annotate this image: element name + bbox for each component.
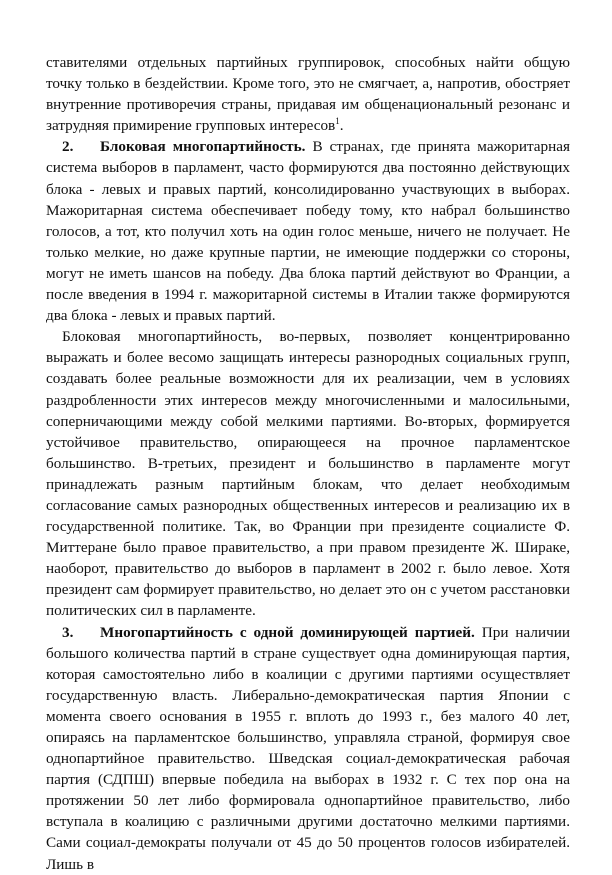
paragraph-text: Блоковая многопартийность, во-первых, позволяет концентрированно выражать и более весомо защищать интересы разнородных социальных групп, создавать более реальные возможности для их реализации, чем в условиях раздробленности этих интересов между многочисленными и малосильными, соперничающими между собой мелкими партиями. Во-вторых, формируется устойчивое правительство, опирающееся на прочное парламентское большинство. В-третьих, президент и большинство в парламенте могут принадлежать разным партийным блокам, что делает необходимым согласование самых разнородных общественных интересов и реализацию их в государственной политике. Так, во Франции при президенте социалисте Ф. Миттеране было правое правительство, а при правом президенте Ж. Шираке, наоборот, правительство до выборов в парламент в 2002 г. было левое. Хотя президент сам формирует правительство, но делает это он с учетом расстановки политических сил в парламенте. bbox=[46, 328, 570, 620]
sentence-end: . bbox=[339, 117, 344, 135]
section-number: 3. bbox=[62, 623, 74, 641]
bloc-paragraph bbox=[46, 326, 570, 621]
section-heading: Многопартийность с одной доминирующей партией. bbox=[100, 623, 475, 641]
text-column bbox=[46, 52, 570, 875]
section-number: 2. bbox=[62, 138, 74, 156]
section-2-paragraph bbox=[46, 136, 570, 326]
section-heading: Блоковая многопартийность. bbox=[100, 138, 306, 156]
paragraph-text: При наличии большого количества партий в стране существует одна доминирующая партия, которая самостоятельно либо в коалиции с другими партиями осуществляет государственную власть. Либерально-демократическая партия Японии с момента своего основания в 1955 г. вплоть до 1993 г., без малого 40 лет, опираясь на парламентское большинство, управляла страной, формируя свое однопартийное правительство. Шведская социал-демократическая рабочая партия (СДПШ) впервые победила на выборах в 1932 г. С тех пор она на протяжении 50 лет либо формировала однопартийное правительство, либо вступала в коалицию с различными другими достаточно мелкими партиями. Сами социал-демократы получали от 45 до 50 процентов голосов избирателей. Лишь в bbox=[46, 623, 571, 873]
paragraph-text: ставителями отдельных партийных группировок, способных найти общую точку только в бездействии. Кроме того, это не смягчает, а, напротив, обостряет внутренние противоречия страны, придавая им общенациональный резонанс и затрудняя примирение групповых интересов bbox=[46, 54, 570, 135]
section-3-paragraph bbox=[46, 622, 570, 875]
paragraph-continuation bbox=[46, 52, 570, 136]
paragraph-text: В странах, где принята мажоритарная система выборов в парламент, часто формируются два постоянно действующих блока - левых и правых партий, консолидированно участвующих в выборах. Мажоритарная система обеспечивает победу тому, кто набрал большинство голосов, а тот, кто получил хоть на один голос меньше, ничего не получает. Не только мелкие, но даже крупные партии, не имеющие поддержки со стороны, могут не иметь шансов на победу. Два блока партий действуют во Франции, а после введения в 1994 г. мажоритарной системы в Италии также формируются два блока - левых и правых партий. bbox=[46, 138, 570, 325]
footnote-marker: 1 bbox=[335, 116, 340, 127]
